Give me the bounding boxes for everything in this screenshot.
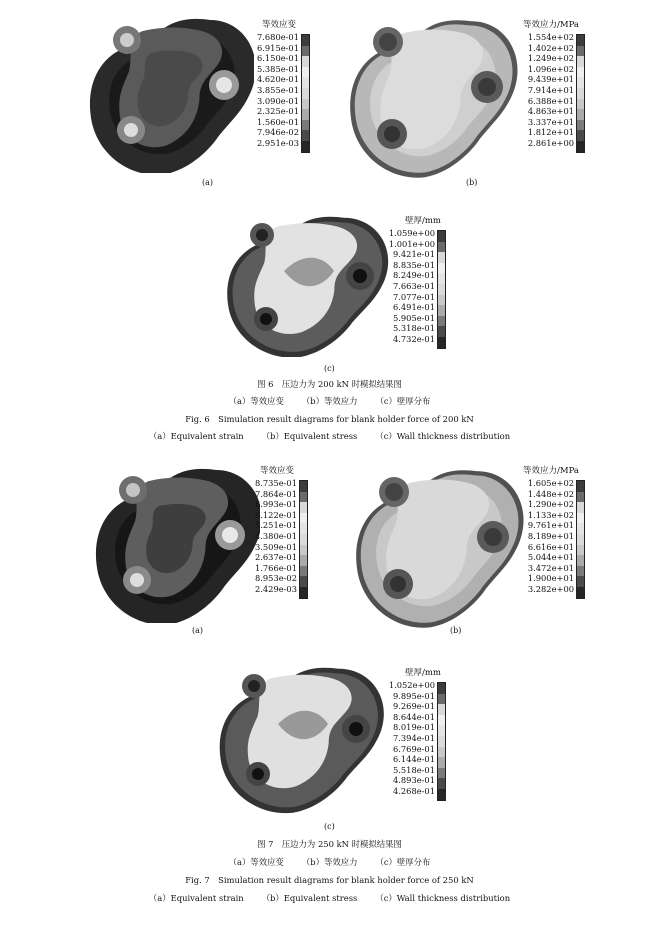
legend-value: 1.059e+00 [388, 228, 435, 238]
ramp-swatch [577, 141, 584, 152]
legend-values [520, 478, 574, 595]
ramp-swatch [438, 768, 445, 779]
ramp-swatch [302, 67, 309, 78]
fig7-label-b: (b) [450, 626, 462, 635]
ramp-swatch [300, 523, 307, 534]
legend-value: 7.914e+01 [527, 84, 574, 95]
ramp-swatch [577, 545, 584, 556]
color-ramp [301, 34, 310, 153]
ramp-swatch [302, 46, 309, 57]
fig7-thickness-contour [208, 654, 388, 814]
ramp-swatch [300, 555, 307, 566]
fig6-label-b: (b) [466, 178, 478, 187]
ramp-swatch [577, 120, 584, 131]
ramp-swatch [300, 545, 307, 556]
subcaption-item: （a）Equivalent strain [148, 893, 244, 903]
subcaption-item: （a）Equivalent strain [148, 431, 244, 441]
legend-value: 4.620e-01 [256, 74, 299, 85]
legend-value: 8.249e-01 [392, 270, 435, 281]
ramp-swatch [577, 109, 584, 120]
legend-value: 6.915e-01 [256, 42, 299, 53]
ramp-swatch [300, 502, 307, 513]
legend-value: 4.732e-01 [392, 333, 435, 344]
legend-value: 6.150e-01 [256, 53, 299, 64]
ramp-swatch [577, 587, 584, 598]
ramp-swatch [438, 242, 445, 253]
ramp-swatch [300, 481, 307, 492]
ramp-swatch [438, 263, 445, 274]
fig7-caption-en: Fig. 7 Simulation result diagrams for blank holder force of 250 kN [185, 875, 474, 885]
legend-values [383, 228, 435, 345]
fig6-thickness-contour [218, 205, 390, 357]
ramp-swatch [302, 77, 309, 88]
legend-title: 等效应变 [262, 20, 297, 30]
color-ramp [437, 682, 446, 801]
legend-value: 3.337e+01 [527, 116, 574, 127]
subcaption-item: （c）Wall thickness distribution [375, 893, 511, 903]
legend-values [240, 32, 299, 149]
legend-title: 等效应力/MPa [523, 466, 579, 476]
legend-value: 1.554e+02 [527, 32, 574, 42]
legend-value: 9.439e+01 [527, 74, 574, 85]
legend-value: 6.993e-01 [254, 499, 297, 510]
ramp-swatch [438, 337, 445, 348]
color-ramp [437, 230, 446, 349]
color-ramp [576, 34, 585, 153]
legend-value: 3.855e-01 [256, 84, 299, 95]
ramp-swatch [438, 747, 445, 758]
ramp-swatch [577, 481, 584, 492]
fig6-caption-cn: 图 6 压边力为 200 kN 时模拟结果图 [257, 379, 402, 389]
legend-value: 3.509e-01 [254, 541, 297, 552]
ramp-swatch [438, 757, 445, 768]
ramp-swatch [577, 523, 584, 534]
ramp-swatch [577, 130, 584, 141]
ramp-swatch [302, 109, 309, 120]
fig6-stress-contour [340, 8, 520, 178]
legend-value: 1.605e+02 [527, 478, 574, 488]
legend-value: 1.133e+02 [527, 509, 574, 520]
legend-value: 2.429e-03 [254, 583, 297, 594]
ramp-swatch [577, 555, 584, 566]
legend-title: 等效应变 [260, 466, 295, 476]
legend-value: 1.096e+02 [527, 63, 574, 74]
legend-value: 1.560e-01 [256, 116, 299, 127]
legend-value: 7.946e-02 [256, 127, 299, 138]
ramp-swatch [302, 56, 309, 67]
legend-value: 6.144e-01 [392, 754, 435, 765]
fig6-subcaption-cn [0, 396, 659, 407]
ramp-swatch [438, 252, 445, 263]
legend-value: 3.472e+01 [527, 562, 574, 573]
subcaption-item: （c）Wall thickness distribution [375, 431, 511, 441]
ramp-swatch [577, 513, 584, 524]
ramp-swatch [577, 566, 584, 577]
legend-value: 6.491e-01 [392, 302, 435, 313]
legend-value: 3.282e+00 [527, 583, 574, 594]
legend-title: 壁厚/mm [405, 216, 441, 226]
legend-value: 2.861e+00 [527, 137, 574, 148]
legend-value: 4.893e-01 [392, 775, 435, 786]
fig7-label-a: (a) [192, 626, 204, 635]
legend-value: 5.044e+01 [527, 552, 574, 563]
ramp-swatch [577, 35, 584, 46]
legend-value: 1.402e+02 [527, 42, 574, 53]
legend-value: 1.766e-01 [254, 562, 297, 573]
ramp-swatch [438, 316, 445, 327]
ramp-swatch [438, 284, 445, 295]
fig7-strain-contour [90, 458, 260, 623]
ramp-swatch [302, 99, 309, 110]
ramp-swatch [438, 231, 445, 242]
fig7-subcaption-en [0, 893, 659, 904]
legend-value: 2.637e-01 [254, 552, 297, 563]
ramp-swatch [438, 295, 445, 306]
legend-value: 1.001e+00 [388, 238, 435, 249]
legend-value: 8.019e-01 [392, 722, 435, 733]
ramp-swatch [577, 534, 584, 545]
legend-value: 8.953e-02 [254, 573, 297, 584]
fig7-caption-cn: 图 7 压边力为 250 kN 时模拟结果图 [257, 839, 402, 849]
legend-value: 7.864e-01 [254, 488, 297, 499]
ramp-swatch [577, 46, 584, 57]
legend-value: 4.863e+01 [527, 106, 574, 117]
ramp-swatch [302, 141, 309, 152]
ramp-swatch [302, 130, 309, 141]
fig7-label-c: (c) [324, 822, 335, 831]
ramp-swatch [577, 67, 584, 78]
ramp-swatch [577, 88, 584, 99]
legend-value: 6.122e-01 [254, 509, 297, 520]
ramp-swatch [300, 576, 307, 587]
color-ramp [576, 480, 585, 599]
legend-value: 3.090e-01 [256, 95, 299, 106]
legend-value: 8.644e-01 [392, 711, 435, 722]
subcaption-item: （b）Equivalent stress [261, 431, 358, 441]
subcaption-item: （b）等效应力 [301, 396, 358, 406]
ramp-swatch [438, 273, 445, 284]
legend-value: 6.769e-01 [392, 743, 435, 754]
legend-value: 1.249e+02 [527, 53, 574, 64]
subcaption-item: （b）Equivalent stress [261, 893, 358, 903]
ramp-swatch [438, 704, 445, 715]
legend-value: 1.812e+01 [527, 127, 574, 138]
fig6-strain-contour [84, 8, 254, 173]
ramp-swatch [302, 88, 309, 99]
subcaption-item: （a）等效应变 [228, 857, 284, 867]
fig7-subcaption-cn [0, 857, 659, 868]
ramp-swatch [300, 534, 307, 545]
legend-value: 8.189e+01 [527, 530, 574, 541]
ramp-swatch [438, 326, 445, 337]
subcaption-item: （c）壁厚分布 [375, 396, 431, 406]
legend-value: 6.616e+01 [527, 541, 574, 552]
legend-value: 5.385e-01 [256, 63, 299, 74]
legend-value: 1.052e+00 [388, 680, 435, 690]
legend-value: 1.900e+01 [527, 573, 574, 584]
fig6-label-a: (a) [202, 178, 214, 187]
ramp-swatch [438, 725, 445, 736]
legend-value: 5.905e-01 [392, 312, 435, 323]
legend-value: 8.735e-01 [254, 478, 297, 488]
fig7-stress-contour [346, 458, 526, 628]
legend-value: 4.380e-01 [254, 530, 297, 541]
ramp-swatch [438, 683, 445, 694]
ramp-swatch [300, 492, 307, 503]
ramp-swatch [577, 99, 584, 110]
subcaption-item: （b）等效应力 [301, 857, 358, 867]
ramp-swatch [438, 715, 445, 726]
legend-value: 7.680e-01 [256, 32, 299, 42]
legend-value: 7.394e-01 [392, 732, 435, 743]
ramp-swatch [438, 789, 445, 800]
legend-value: 9.421e-01 [392, 249, 435, 260]
legend-title: 壁厚/mm [405, 668, 441, 678]
legend-values [520, 32, 574, 149]
fig6-subcaption-en [0, 431, 659, 442]
ramp-swatch [300, 513, 307, 524]
legend-values [383, 680, 435, 797]
ramp-swatch [577, 492, 584, 503]
legend-value: 1.290e+02 [527, 499, 574, 510]
legend-value: 6.388e+01 [527, 95, 574, 106]
ramp-swatch [577, 502, 584, 513]
legend-value: 9.895e-01 [392, 690, 435, 701]
legend-value: 9.761e+01 [527, 520, 574, 531]
ramp-swatch [438, 305, 445, 316]
ramp-swatch [577, 56, 584, 67]
ramp-swatch [577, 576, 584, 587]
legend-value: 4.268e-01 [392, 785, 435, 796]
legend-value: 7.077e-01 [392, 291, 435, 302]
fig6-caption-en: Fig. 6 Simulation result diagrams for blank holder force of 200 kN [185, 414, 474, 424]
legend-value: 5.518e-01 [392, 764, 435, 775]
legend-value: 1.448e+02 [527, 488, 574, 499]
ramp-swatch [300, 566, 307, 577]
ramp-swatch [302, 120, 309, 131]
legend-value: 7.663e-01 [392, 280, 435, 291]
legend-value: 9.269e-01 [392, 701, 435, 712]
fig6-label-c: (c) [324, 364, 335, 373]
legend-value: 5.251e-01 [254, 520, 297, 531]
ramp-swatch [577, 77, 584, 88]
legend-value: 2.951e-03 [256, 137, 299, 148]
ramp-swatch [438, 694, 445, 705]
legend-value: 5.318e-01 [392, 323, 435, 334]
color-ramp [299, 480, 308, 599]
ramp-swatch [438, 736, 445, 747]
ramp-swatch [300, 587, 307, 598]
legend-value: 2.325e-01 [256, 106, 299, 117]
ramp-swatch [302, 35, 309, 46]
ramp-swatch [438, 778, 445, 789]
legend-values [238, 478, 297, 595]
legend-title: 等效应力/MPa [523, 20, 579, 30]
legend-value: 8.835e-01 [392, 259, 435, 270]
subcaption-item: （c）壁厚分布 [375, 857, 431, 867]
subcaption-item: （a）等效应变 [228, 396, 284, 406]
